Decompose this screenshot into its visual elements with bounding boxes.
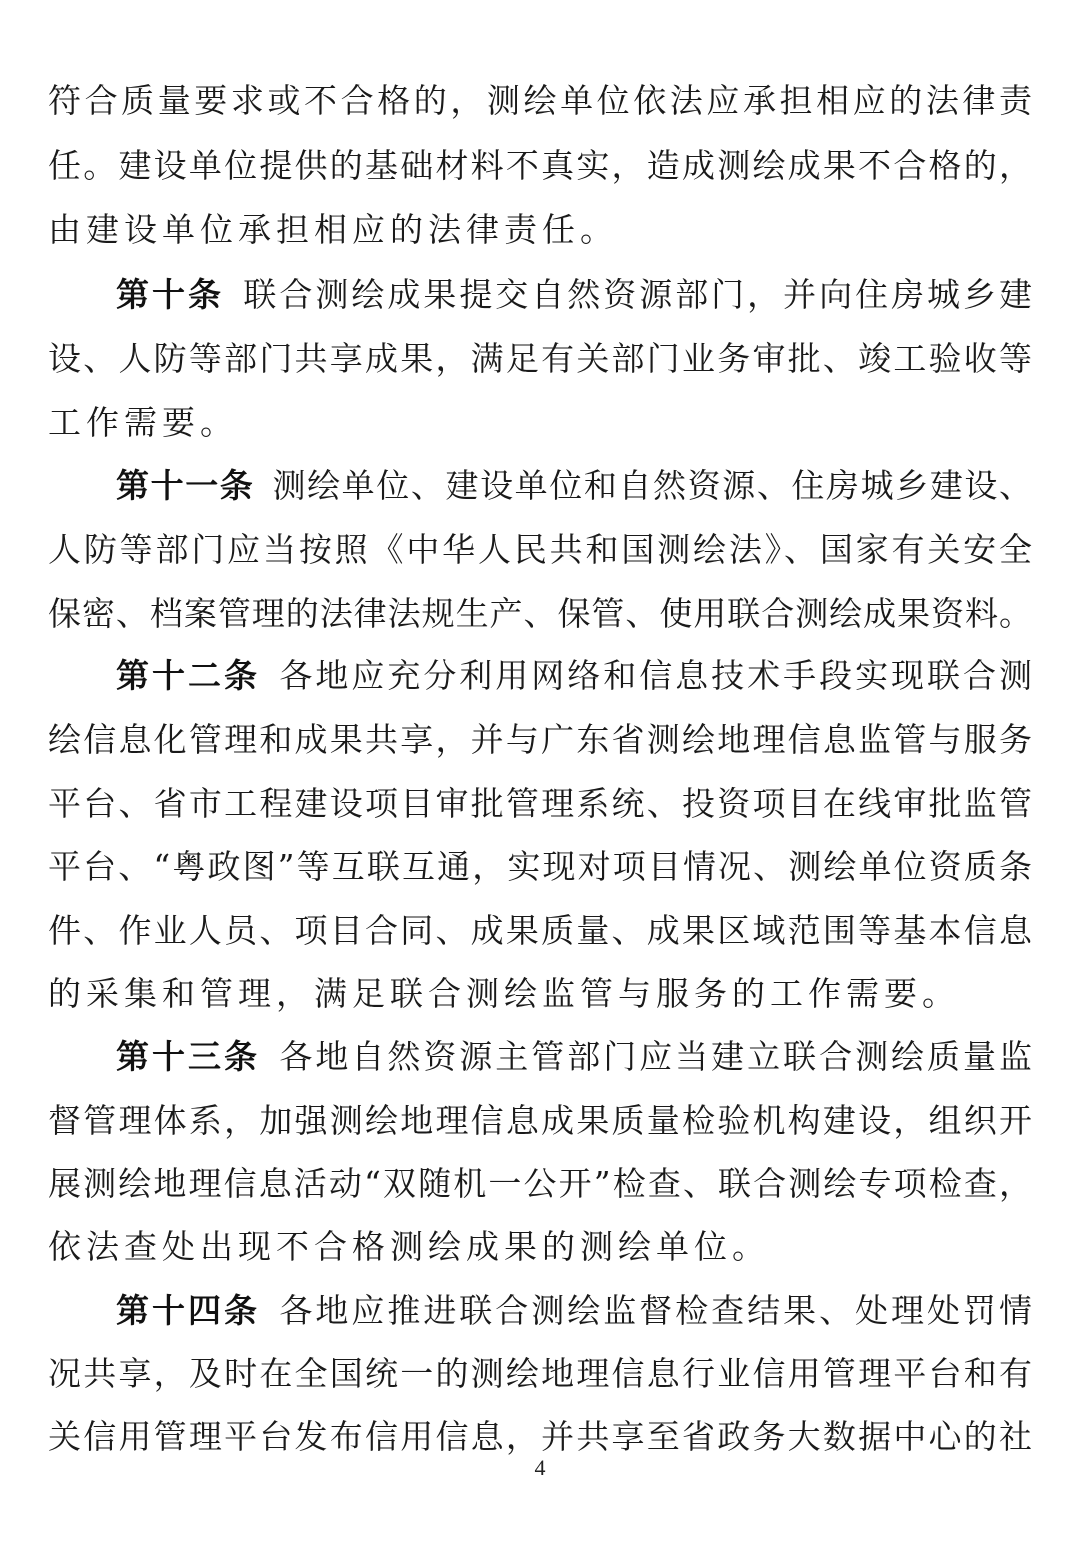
article-13-first-text: 各地自然资源主管部门应当建立联合测绘质量监 — [276, 1037, 1033, 1076]
article-13-line-3: 展测绘地理信息活动“双随机一公开”检查、联合测绘专项检查， — [48, 1164, 1032, 1203]
article-12-line-6: 的采集和管理，满足联合测绘监管与服务的工作需要。 — [48, 974, 960, 1013]
intro-line-3: 由建设单位承担相应的法律责任。 — [48, 210, 618, 249]
article-12-first-line — [116, 651, 1032, 701]
article-10-line-2: 设、人防等部门共享成果，满足有关部门业务审批、竣工验收等 — [48, 339, 1032, 378]
article-11-heading: 第十一条 — [116, 466, 255, 505]
article-12-line-5: 件、作业人员、项目合同、成果质量、成果区域范围等基本信息 — [48, 911, 1032, 950]
article-12-line-3: 平台、省市工程建设项目审批管理系统、投资项目在线审批监管 — [48, 784, 1032, 823]
intro-line-2: 任。建设单位提供的基础材料不真实，造成测绘成果不合格的， — [48, 146, 1032, 185]
article-11-line-2: 人防等部门应当按照《中华人民共和国测绘法》、国家有关安全 — [48, 530, 1032, 569]
article-12-line-4: 平台、“粤政图”等互联互通，实现对项目情况、测绘单位资质条 — [48, 847, 1032, 886]
article-13-line-4: 依法查处出现不合格测绘成果的测绘单位。 — [48, 1227, 770, 1266]
article-14-line-2: 况共享，及时在全国统一的测绘地理信息行业信用管理平台和有 — [48, 1354, 1032, 1393]
article-10-first-text: 联合测绘成果提交自然资源部门，并向住房城乡建 — [240, 275, 1033, 314]
article-13-line-2: 督管理体系，加强测绘地理信息成果质量检验机构建设，组织开 — [48, 1101, 1032, 1140]
article-10-first-line — [116, 270, 1032, 320]
article-11-line-3: 保密、档案管理的法律法规生产、保管、使用联合测绘成果资料。 — [48, 594, 1032, 633]
article-12-first-text: 各地应充分利用网络和信息技术手段实现联合测 — [276, 656, 1033, 695]
article-12-line-2: 绘信息化管理和成果共享，并与广东省测绘地理信息监管与服务 — [48, 720, 1032, 759]
article-13-first-line — [116, 1032, 1032, 1082]
article-11-first-text: 测绘单位、建设单位和自然资源、住房城乡建设、 — [270, 466, 1033, 505]
article-14-first-line — [116, 1286, 1032, 1336]
article-12-heading: 第十二条 — [116, 656, 260, 695]
article-11-first-line — [116, 461, 1032, 511]
article-13-heading: 第十三条 — [116, 1037, 260, 1076]
article-10-heading: 第十条 — [116, 275, 224, 314]
article-10-line-3: 工作需要。 — [48, 403, 238, 442]
page-number: 4 — [534, 1455, 546, 1480]
intro-line-1: 符合质量要求或不合格的，测绘单位依法应承担相应的法律责 — [48, 81, 1032, 120]
article-14-line-3: 关信用管理平台发布信用信息，并共享至省政务大数据中心的社 — [48, 1417, 1032, 1456]
article-14-heading: 第十四条 — [116, 1291, 260, 1330]
article-14-first-text: 各地应推进联合测绘监督检查结果、处理处罚情 — [276, 1291, 1033, 1330]
